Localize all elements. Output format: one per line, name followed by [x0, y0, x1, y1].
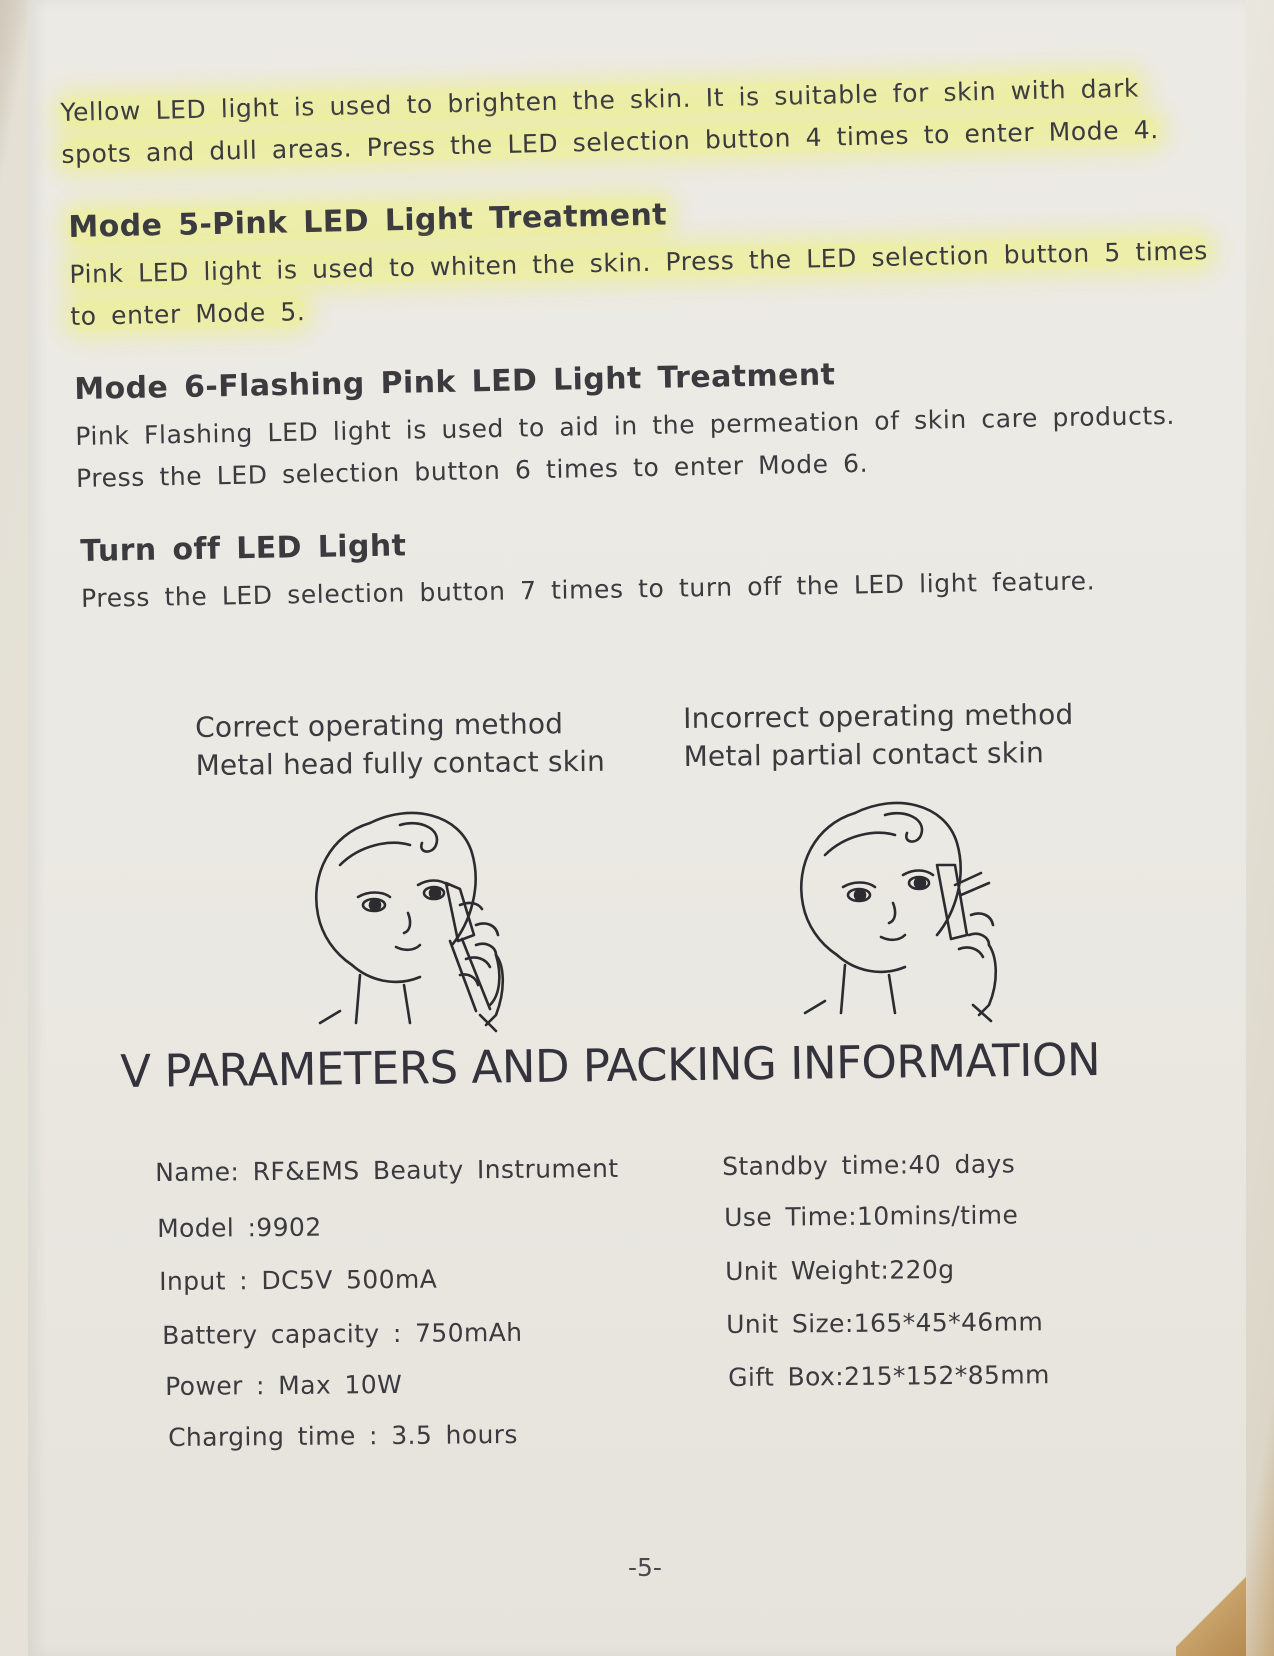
spec-weight: Unit Weight:220g — [725, 1254, 955, 1286]
spec-battery: Battery capacity : 750mAh — [162, 1317, 523, 1350]
spec-input: Input : DC5V 500mA — [159, 1264, 438, 1296]
turn-off-heading: Turn off LED Light — [80, 528, 407, 569]
mode6-line-2: Press the LED selection button 6 times to enter Mode 6. — [75, 448, 869, 493]
mode6-section — [74, 349, 1176, 500]
incorrect-title: Incorrect operating method — [683, 697, 1074, 735]
correct-method-illustration — [300, 805, 540, 1035]
mode5-line-1: Pink LED light is used to whiten the skin. Press the LED selection button 5 times — [69, 236, 1209, 289]
turn-off-section — [80, 514, 1095, 620]
correct-title: Correct operating method — [195, 707, 564, 744]
mode5-section — [68, 184, 1209, 338]
spec-standby: Standby time:40 days — [722, 1149, 1016, 1181]
mode6-heading: Mode 6-Flashing Pink LED Light Treatment — [74, 357, 836, 407]
incorrect-caption — [683, 696, 1074, 776]
spec-power: Power : Max 10W — [165, 1369, 403, 1401]
spec-charging: Charging time : 3.5 hours — [168, 1419, 518, 1452]
mode6-line-1: Pink Flashing LED light is used to aid in the permeation of skin care products. — [74, 400, 1176, 451]
incorrect-subtitle: Metal partial contact skin — [683, 736, 1045, 773]
page-number: -5- — [628, 1553, 662, 1582]
spec-use-time: Use Time:10mins/time — [724, 1200, 1019, 1232]
mode4-line-2: spots and dull areas. Press the LED selection button 4 times to enter Mode 4. — [61, 115, 1160, 169]
parameters-title: V PARAMETERS AND PACKING INFORMATION — [120, 1033, 1101, 1098]
mode5-line-2: to enter Mode 5. — [69, 297, 306, 331]
mode4-line-1: Yellow LED light is used to brighten the skin. It is suitable for skin with dark — [60, 73, 1140, 127]
mode5-heading: Mode 5-Pink LED Light Treatment — [68, 197, 668, 245]
spec-unit-size: Unit Size:165*45*46mm — [726, 1307, 1044, 1339]
correct-subtitle: Metal head fully contact skin — [195, 744, 606, 782]
spec-name: Name: RF&EMS Beauty Instrument — [155, 1153, 619, 1187]
turn-off-line-1: Press the LED selection button 7 times to turn off the LED light feature. — [80, 566, 1096, 613]
correct-caption — [195, 705, 605, 785]
page-corner — [1176, 1566, 1246, 1656]
spec-model: Model :9902 — [157, 1212, 322, 1243]
incorrect-method-illustration — [785, 795, 1030, 1025]
spec-gift-box: Gift Box:215*152*85mm — [728, 1360, 1050, 1392]
